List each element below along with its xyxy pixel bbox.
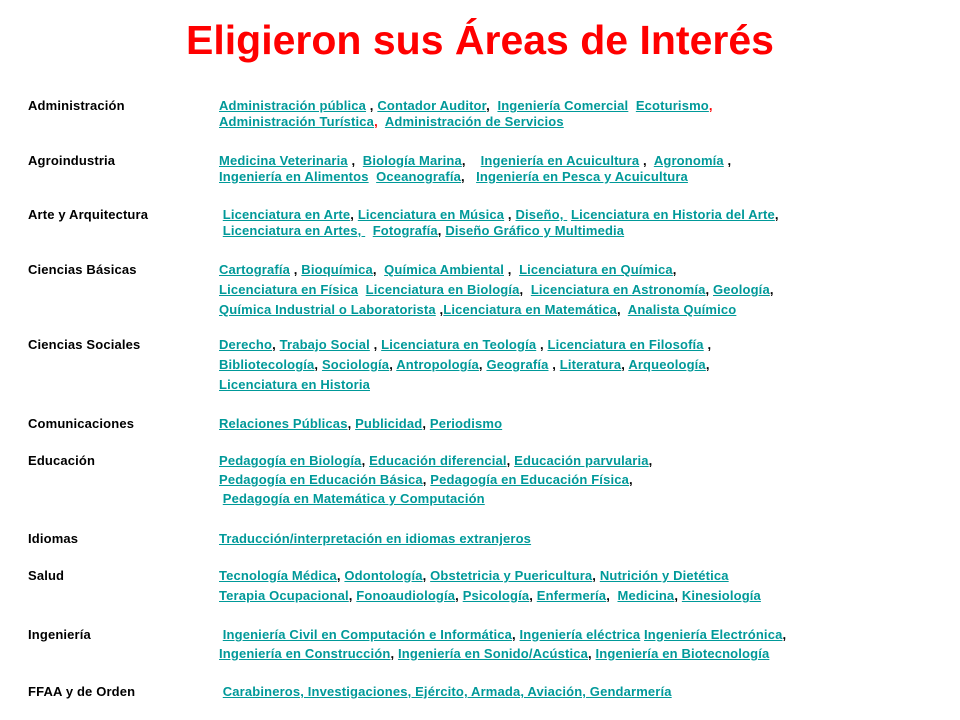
separator: , [705, 357, 710, 372]
career-link-educacion-diferencial[interactable]: Educación diferencial [369, 453, 507, 468]
career-link-ingenieria-comercial[interactable]: Ingeniería Comercial [497, 98, 629, 113]
separator: , [606, 588, 618, 603]
page-title: Eligieron sus Áreas de Interés [186, 17, 774, 63]
career-link-literatura[interactable]: Literatura [559, 357, 622, 372]
separator: , [628, 472, 633, 487]
area-links-line [219, 262, 677, 278]
separator: , [422, 472, 431, 487]
separator: , [422, 568, 431, 583]
career-link-geografia[interactable]: Geografía [486, 357, 549, 372]
separator: , [674, 588, 682, 603]
separator: , [369, 337, 382, 352]
career-link-biologia-marina[interactable]: Biología Marina [362, 153, 462, 168]
separator: , [437, 223, 446, 238]
separator: , [506, 453, 515, 468]
career-link-ingenieria-en-acuicultura[interactable]: Ingeniería en Acuicultura [480, 153, 640, 168]
career-link-administracion-de-servicios[interactable]: Administración de Servicios [384, 114, 564, 129]
career-link-psicologia[interactable]: Psicología [462, 588, 530, 603]
career-link-licenciatura-en-quimica[interactable]: Licenciatura en Química [519, 262, 673, 277]
career-link-licenciatura-en-fisica[interactable]: Licenciatura en Física [219, 282, 359, 297]
separator: , [703, 337, 712, 352]
career-link-derecho[interactable]: Derecho [219, 337, 273, 352]
area-links-line [219, 627, 786, 643]
career-link-ingenieria-en-biotecnologia[interactable]: Ingeniería en Biotecnología [595, 646, 770, 661]
career-link-administracion-publica[interactable]: Administración pública [219, 98, 367, 113]
career-link-ingenieria-electrica[interactable]: Ingeniería eléctrica [519, 627, 641, 642]
separator: , [389, 357, 397, 372]
career-link-pedagogia-en-matematica-y-computacion[interactable]: Pedagogía en Matemática y Computación [222, 491, 485, 506]
separator: , [347, 416, 356, 431]
area-links-line [219, 207, 779, 223]
career-link-obstetricia-y-puericultura[interactable]: Obstetricia y Puericultura [430, 568, 593, 583]
career-link-licenciatura-en-artes[interactable]: Licenciatura en Artes, [222, 223, 366, 238]
separator: , [723, 153, 732, 168]
career-link-ingenieria-en-alimentos[interactable]: Ingeniería en Alimentos [219, 169, 369, 184]
separator: , [374, 114, 385, 129]
separator: , [621, 357, 629, 372]
separator: , [529, 588, 537, 603]
career-link-medicina[interactable]: Medicina [617, 588, 675, 603]
career-link-enfermeria[interactable]: Enfermería [536, 588, 607, 603]
separator: , [504, 207, 516, 222]
career-link-licenciatura-en-historia-del-arte[interactable]: Licenciatura en Historia del Arte [571, 207, 775, 222]
separator: , [708, 98, 713, 113]
career-link-ingenieria-en-construccion[interactable]: Ingeniería en Construcción [219, 646, 391, 661]
separator: , [672, 262, 677, 277]
area-label-arte-y-arquitectura: Arte y Arquitectura [28, 207, 149, 222]
career-link-licenciatura-en-matematica[interactable]: Licenciatura en Matemática [443, 302, 617, 317]
area-links-line [219, 531, 531, 547]
area-links-line [219, 491, 485, 507]
career-link-periodismo[interactable]: Periodismo [429, 416, 503, 431]
separator: , [548, 357, 560, 372]
career-link-medicina-veterinaria[interactable]: Medicina Veterinaria [219, 153, 348, 168]
career-link-licenciatura-en-musica[interactable]: Licenciatura en Música [357, 207, 505, 222]
area-links-line [219, 282, 774, 298]
career-link-licenciatura-en-astronomia[interactable]: Licenciatura en Astronomía [530, 282, 706, 297]
career-link-arqueologia[interactable]: Arqueología [628, 357, 706, 372]
separator: , [592, 568, 600, 583]
career-link-diseno[interactable]: Diseño, [515, 207, 568, 222]
career-link-odontologia[interactable]: Odontología [344, 568, 423, 583]
career-link-fotografia[interactable]: Fotografía [372, 223, 438, 238]
separator: , [486, 98, 498, 113]
career-link-quimica-ambiental[interactable]: Química Ambiental [384, 262, 504, 277]
area-links-line [219, 98, 713, 114]
area-links-line [219, 568, 729, 584]
area-links-line [219, 169, 688, 185]
career-link-antropologia[interactable]: Antropología [396, 357, 479, 372]
career-link-administracion-turistica[interactable]: Administración Turística [219, 114, 375, 129]
area-links-line [219, 337, 711, 353]
career-link-trabajo-social[interactable]: Trabajo Social [279, 337, 370, 352]
career-link-licenciatura-en-teologia[interactable]: Licenciatura en Teología [381, 337, 537, 352]
career-link-diseno-grafico-y-multimedia[interactable]: Diseño Gráfico y Multimedia [445, 223, 625, 238]
career-link-publicidad[interactable]: Publicidad [355, 416, 423, 431]
separator: , [504, 262, 520, 277]
separator: , [348, 588, 357, 603]
area-label-ciencias-sociales: Ciencias Sociales [28, 337, 141, 352]
career-link-relaciones-publicas[interactable]: Relaciones Públicas [219, 416, 348, 431]
career-link-cartografia[interactable]: Cartografía [219, 262, 290, 277]
separator: , [511, 627, 520, 642]
separator: , [435, 302, 444, 317]
separator: , [588, 646, 596, 661]
separator: , [366, 98, 378, 113]
area-links-line [219, 223, 624, 239]
separator: , [648, 453, 653, 468]
career-link-licenciatura-en-arte[interactable]: Licenciatura en Arte [222, 207, 351, 222]
career-link-contador-auditor[interactable]: Contador Auditor [377, 98, 487, 113]
area-label-agroindustria: Agroindustria [28, 153, 116, 168]
area-links-line [219, 416, 502, 432]
separator [365, 223, 373, 238]
separator: , [782, 627, 787, 642]
career-link-nutricion-y-dietetica[interactable]: Nutrición y Dietética [599, 568, 729, 583]
career-link-geologia[interactable]: Geología [713, 282, 770, 297]
separator: , [347, 153, 363, 168]
career-link-carabineros-investigaciones-ejercito-armada-aviacion-gendarmeria[interactable]: Carabineros, Investigaciones, Ejército, Armada, Aviación, Gendarmería [222, 684, 672, 699]
career-link-quimica-industrial-o-laboratorista[interactable]: Química Industrial o Laboratorista [219, 302, 436, 317]
separator [628, 98, 636, 113]
area-links-line [219, 357, 710, 373]
area-links-line [219, 153, 731, 169]
area-links-line [219, 453, 652, 469]
career-link-licenciatura-en-historia[interactable]: Licenciatura en Historia [219, 377, 370, 392]
career-link-terapia-ocupacional[interactable]: Terapia Ocupacional [219, 588, 349, 603]
area-links-line [219, 114, 564, 130]
career-link-ingenieria-en-pesca-y-acuicultura[interactable]: Ingeniería en Pesca y Acuicultura [476, 169, 688, 184]
area-links-line [219, 472, 633, 488]
career-link-ingenieria-electronica[interactable]: Ingeniería Electrónica [644, 627, 783, 642]
career-link-bibliotecologia[interactable]: Bibliotecología [219, 357, 315, 372]
separator: , [774, 207, 779, 222]
separator: , [290, 262, 302, 277]
separator: , [390, 646, 399, 661]
separator: , [361, 453, 370, 468]
separator [358, 282, 366, 297]
career-link-sociologia[interactable]: Sociología [321, 357, 390, 372]
career-link-ingenieria-civil-en-computacion-e-informatica[interactable]: Ingeniería Civil en Computación e Informática [222, 627, 512, 642]
separator: , [616, 302, 628, 317]
career-link-educacion-parvularia[interactable]: Educación parvularia [514, 453, 649, 468]
area-label-administracion: Administración [28, 98, 125, 113]
area-label-ingenieria: Ingeniería [28, 627, 91, 642]
career-link-bioquimica[interactable]: Bioquímica [301, 262, 373, 277]
area-links-line [219, 684, 672, 700]
career-link-pedagogia-en-biologia[interactable]: Pedagogía en Biología [219, 453, 362, 468]
separator: , [639, 153, 654, 168]
area-links-line [219, 302, 736, 318]
career-link-ingenieria-en-sonido-acustica[interactable]: Ingeniería en Sonido/Acústica [398, 646, 589, 661]
area-label-comunicaciones: Comunicaciones [28, 416, 135, 431]
separator: , [519, 282, 531, 297]
separator: , [272, 337, 280, 352]
separator: , [461, 153, 481, 168]
career-link-agronomia[interactable]: Agronomía [653, 153, 724, 168]
area-label-educacion: Educación [28, 453, 96, 468]
career-link-licenciatura-en-filosofia[interactable]: Licenciatura en Filosofía [547, 337, 704, 352]
career-link-traduccion-interpretacion-en-idiomas-extranjeros[interactable]: Traducción/interpretación en idiomas extranjeros [219, 531, 532, 546]
separator: , [455, 588, 463, 603]
separator: , [478, 357, 487, 372]
area-label-idiomas: Idiomas [28, 531, 79, 546]
area-label-salud: Salud [28, 568, 65, 583]
career-link-oceanografia[interactable]: Oceanografía [376, 169, 462, 184]
area-label-ffaa-y-de-orden: FFAA y de Orden [28, 684, 136, 699]
separator: , [536, 337, 548, 352]
career-link-pedagogia-en-educacion-fisica[interactable]: Pedagogía en Educación Física [430, 472, 629, 487]
career-link-analista-quimico[interactable]: Analista Químico [627, 302, 737, 317]
separator: , [769, 282, 774, 297]
separator: , [314, 357, 322, 372]
area-links-line [219, 588, 761, 604]
area-label-ciencias-basicas: Ciencias Básicas [28, 262, 137, 277]
area-links-line [219, 646, 769, 662]
career-link-pedagogia-en-educacion-basica[interactable]: Pedagogía en Educación Básica [219, 472, 423, 487]
separator: , [422, 416, 430, 431]
career-link-kinesiologia[interactable]: Kinesiología [681, 588, 761, 603]
separator: , [705, 282, 713, 297]
separator: , [350, 207, 358, 222]
career-link-fonoaudiologia[interactable]: Fonoaudiología [356, 588, 456, 603]
career-link-licenciatura-en-biologia[interactable]: Licenciatura en Biología [365, 282, 520, 297]
career-link-ecoturismo[interactable]: Ecoturismo [635, 98, 709, 113]
area-links-line [219, 377, 370, 393]
separator: , [372, 262, 385, 277]
career-link-tecnologia-medica[interactable]: Tecnología Médica [219, 568, 337, 583]
separator: , [336, 568, 345, 583]
separator: , [461, 169, 477, 184]
